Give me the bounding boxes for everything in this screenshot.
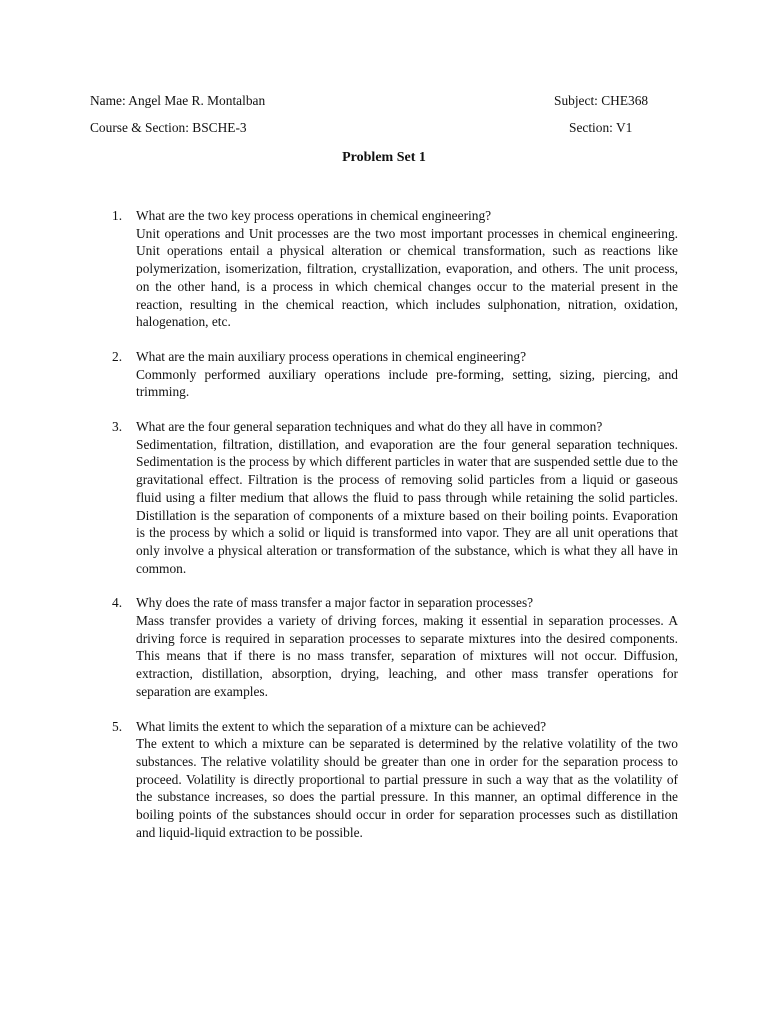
- question-item: [108, 594, 678, 700]
- answer-text: Sedimentation, filtration, distillation, and evaporation are the four general separation techniques. Sedimentation is the process by which different particles in water that are suspended settle due to the gravitational effect. Filtration is the process of removing solid particles from a liquid or gaseous fluid using a filter medium that allows the fluid to pass through while retaining the solid particles. Distillation is the separation of components of a mixture based on their boiling points. Evaporation is the process by which a solid or liquid is transformed into vapor. They are all unit operations that only involve a physical alteration or transformation of the substance, which is what they all have in common.: [136, 436, 678, 576]
- question-item: [108, 348, 678, 401]
- answer-text: Mass transfer provides a variety of driving forces, making it essential in separation processes. A driving force is required in separation processes to separate mixtures into the desired components. This means that if there is no mass transfer, separation of mixtures will not occur. Diffusion, extraction, distillation, absorption, drying, leaching, and other mass transfer operations for separation are examples.: [136, 613, 678, 699]
- header-row-1: [90, 92, 680, 110]
- question-text: What are the four general separation techniques and what do they all have in common?: [136, 419, 603, 435]
- header-row-2: [90, 119, 680, 137]
- answer-text: The extent to which a mixture can be separated is determined by the relative volatility of the two substances. The relative volatility should be greater than one in order for the separation process to proceed. Volatility is directly proportional to partial pressure in such a way that as the volatility of the substance increases, so does the partial pressure. In this manner, an optimal difference in the boiling points of the substances should occur in order for separation processes such as distillation and liquid-liquid extraction to be possible.: [136, 736, 678, 840]
- question-text: What are the two key process operations in chemical engineering?: [136, 208, 492, 223]
- question-text: What are the main auxiliary process operations in chemical engineering?: [136, 348, 527, 364]
- question-item: [108, 418, 678, 577]
- answer-text: Unit operations and Unit processes are the two most important processes in chemical engineering. Unit operations entail a physical alteration or chemical transformation, such as reactions like polymerization, isomerization, filtration, crystallization, evaporation, and others. The unit process, on the other hand, is a process in which chemical changes occur to the material present in the reaction, resulting in the chemical reaction, which includes sulphonation, nitration, oxidation, halogenation, etc.: [136, 225, 678, 330]
- question-number: 2.: [112, 348, 123, 364]
- page-title: Problem Set 1: [342, 150, 426, 165]
- question-item: [108, 718, 678, 842]
- question-text: What limits the extent to which the separation of a mixture can be achieved?: [136, 718, 547, 734]
- question-number: 3.: [112, 419, 123, 435]
- question-number: 5.: [112, 718, 123, 734]
- answer-text: Commonly performed auxiliary operations include pre-forming, setting, sizing, piercing, and trimming.: [136, 366, 678, 400]
- question-text: Why does the rate of mass transfer a major factor in separation processes?: [136, 595, 534, 611]
- question-item: [108, 207, 678, 331]
- student-name: Name: Angel Mae R. Montalban: [90, 93, 266, 108]
- question-list: [108, 207, 678, 842]
- section: Section: V1: [569, 120, 633, 135]
- subject: Subject: CHE368: [554, 93, 649, 108]
- course-section: Course & Section: BSCHE-3: [90, 120, 247, 135]
- question-number: 4.: [112, 595, 123, 611]
- question-number: 1.: [112, 208, 123, 223]
